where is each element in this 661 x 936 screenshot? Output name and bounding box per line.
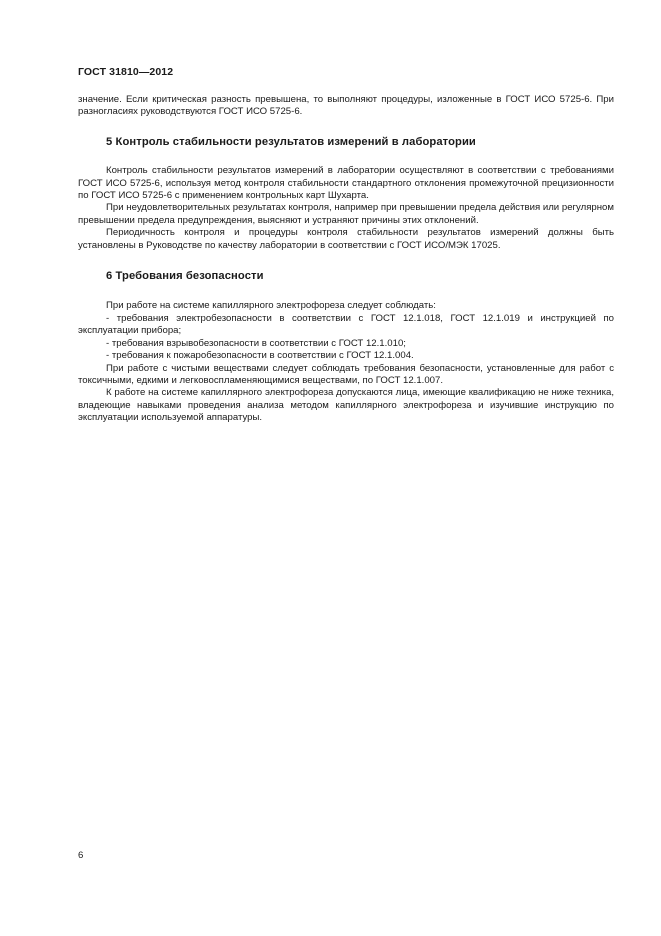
section-6-title: 6 Требования безопасности xyxy=(106,270,264,283)
section-5-paragraph: При неудовлетворительных результатах контроля, например при превышении предела действия или регулярном превышении предела предупреждения, выясняют и устраняют причины этих отклонений. xyxy=(78,202,614,226)
document-body xyxy=(78,94,614,425)
section-6-paragraph: При работе на системе капиллярного электрофореза следует соблюдать: xyxy=(106,300,436,312)
section-6-list-item: - требования к пожаробезопасности в соответствии с ГОСТ 12.1.004. xyxy=(106,350,414,362)
paragraph-continuation: значение. Если критическая разность превышена, то выполняют процедуры, изложенные в ГОСТ ИСО 5725-6. При разногласиях руководствуются ГОСТ ИСО 5725-6. xyxy=(78,94,614,118)
section-6-paragraph: При работе с чистыми веществами следует соблюдать требования безопасности, установленные для работ с токсичными, едкими и легковоспламеняющимися веществами, по ГОСТ 12.1.007. xyxy=(78,362,614,386)
section-6-paragraph: К работе на системе капиллярного электрофореза допускаются лица, имеющие квалификацию не ниже техника, владеющие навыками проведения анализа методом капиллярного электрофореза и изучившие инструкцию по эксплуатации используемой аппаратуры. xyxy=(78,387,614,424)
document-header: ГОСТ 31810—2012 xyxy=(78,66,174,78)
page-number: 6 xyxy=(78,850,84,861)
section-6-list-item: - требования электробезопасности в соответствии с ГОСТ 12.1.018, ГОСТ 12.1.019 и инструкцией по эксплуатации прибора; xyxy=(78,312,614,337)
section-5-paragraph: Контроль стабильности результатов измерений в лаборатории осуществляют в соответствии с требованиями ГОСТ ИСО 5725-6, используя метод контроля стабильности стандартного отклонения промежуточной прецизионности по ГОСТ ИСО 5725-6 с применением контрольных карт Шухарта. xyxy=(78,165,614,202)
section-5-paragraph: Периодичность контроля и процедуры контроля стабильности результатов измерений должны быть установлены в Руководстве по качеству лаборатории в соответствии с ГОСТ ИСО/МЭК 17025. xyxy=(78,227,614,251)
section-5-title: 5 Контроль стабильности результатов измерений в лаборатории xyxy=(106,135,476,148)
section-6-list-item: - требования взрывобезопасности в соответствии с ГОСТ 12.1.010; xyxy=(106,337,406,349)
